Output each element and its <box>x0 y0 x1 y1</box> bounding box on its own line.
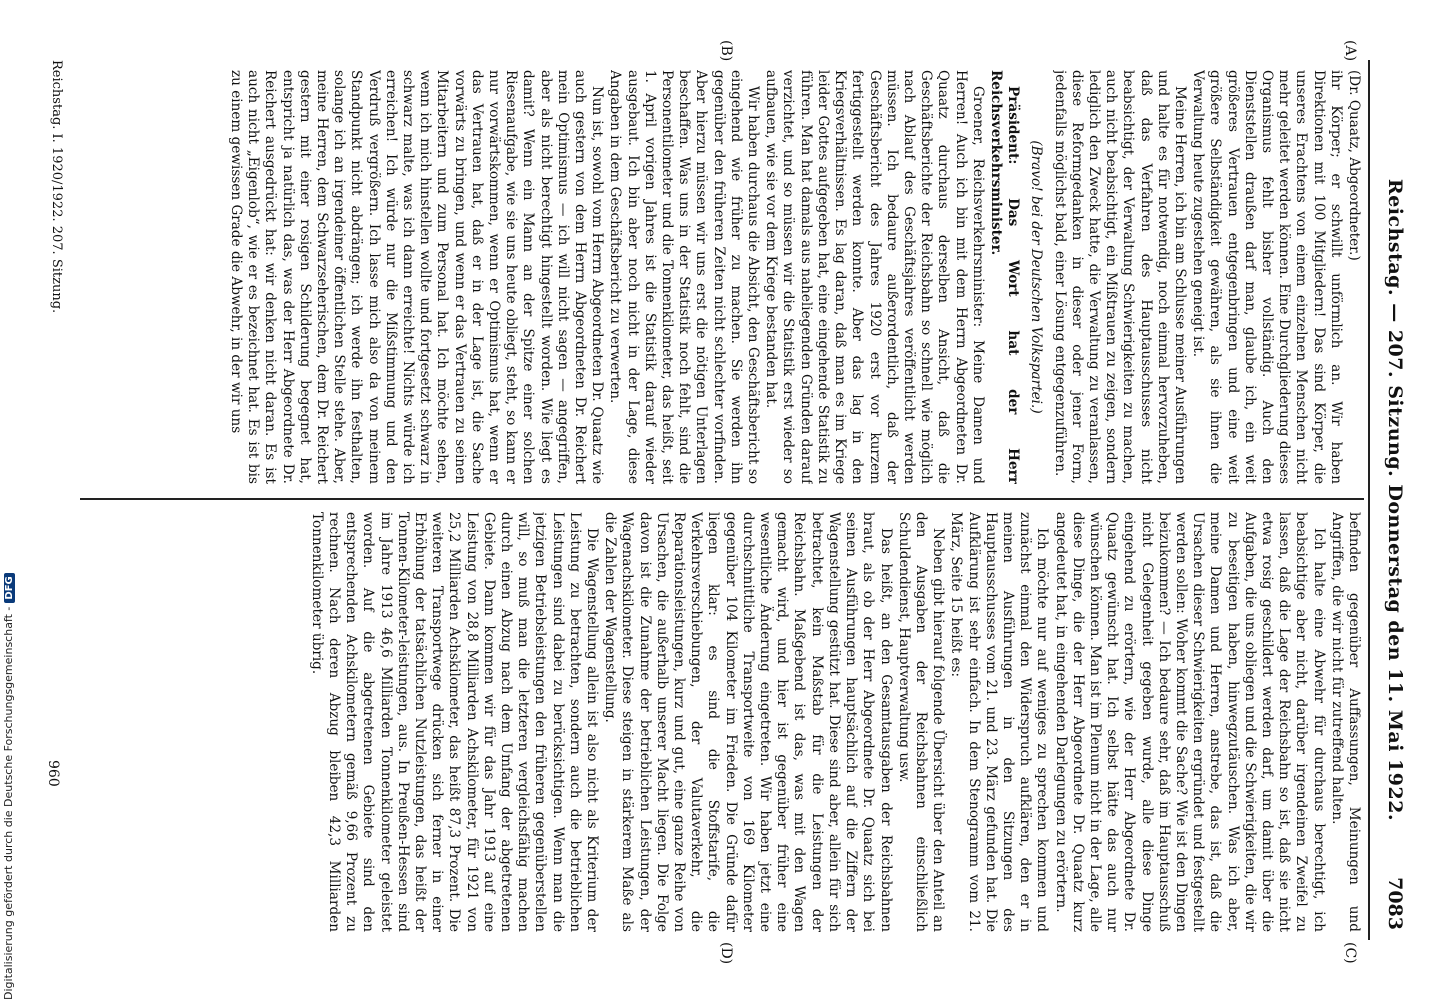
margin-mark-b: (B) <box>718 40 734 62</box>
paragraph: Groener, Reichsverkehrsminister: Meine Damen und Herren! Auch ich bin mit dem Herrn Abgeordneten Dr. Quaatz durchaus derselben Ansicht, daß die Geschäftsberichte der Reichsbahn so schnell wie möglich nach Ablauf des Geschäftsjahres veröffentlicht werden müssen. Ich bedaure außerordentlich, daß der Geschäftsbericht des Jahres 1920 erst vor kurzem fertiggestellt werden konnte. Aber das lag in den Kriegsverhältnissen. Es lag daran, daß man es im Kriege leider Gottes aufgegeben hat, eine eingehende Statistik zu führen. Man hat damals aus naheliegenden Gründen darauf verzichtet, und so müssen wir die Statistik erst wieder so aufbauen, wie sie vor dem Kriege bestanden hat. <box>763 70 986 484</box>
paragraph: Ich möchte nur auf weniges zu sprechen kommen und zunächst einmal den Widerspruch aufklären, den er in meinen Ausführungen in den Sitzungen des Hauptausschusses vom 21. und 23. März gefunden hat. Die Aufklärung ist sehr einfach. In dem Stenogramm vom 21. März, Seite 15 heißt es: <box>948 512 1051 932</box>
speaker-line: (Dr. Quaatz, Abgeordneter.) <box>1346 70 1362 261</box>
paragraph: Neben gibt hierauf folgende Übersicht über den Anteil an den Ausgaben der Reichsbahnen einschließlich Schuldendienst, Hauptverwaltung usw. <box>895 512 947 932</box>
paragraph: Nun ist, sowohl vom Herrn Abgeordneten Dr. Quaatz wie auch gestern von dem Herrn Abgeordneten Dr. Reichert mein Optimismus — ich will nicht sagen — angegriffen, aber als nicht berechtigt hingestellt worden. Wie liegt es damit? Wenn ein Mann an der Spitze einer solchen Riesenaufgabe, wie sie uns heute obliegt, steht, so kann er nur vorwärtskommen, wenn er Optimismus hat, wenn er das Vertrauen hat, daß er in der Lage ist, die Sache vorwärts zu bringen, und wenn er das Vertrauen zu seinen Mitarbeitern und zum Personal hat. Ich möchte sehen, wenn ich mich hinstellen wollte und fortgesetzt schwarz in schwarz malte, was ich dann erreichte! Nichts würde ich erreichen! Ich würde nur die Mißstimmung und den Verdruß vergrößern. Ich lasse mich also da von meinem Standpunkt nicht abdrängen; ich werde ihn festhalten, solange ich an irgendeiner öffentlichen Stelle stehe. Aber, meine Herren, dem Schwarzseherischen, dem Dr. Reichert gestern mit einer rosigen Schilderung begegnet hat, entspricht ja natürlich das, was der Herr Abgeordnete Dr. Reichert ausgedrückt hat: wir denken nicht daran. Es ist auch nicht „Eigenlob“, wie er es bezeichnet hat. Es ist bis zu einem gewissen Grade die Abwehr, in der wir uns <box>228 70 606 484</box>
paragraph: ihr Körper; er schwillt unförmlich an. Wir haben Direktionen mit 100 Mitgliedern! Das sind Körper, die unseres Erachtens von einem einzelnen Menschen nicht mehr geleitet werden können. Eine Durchgliederung dieses Organismus fehlt bisher vollständig. Auch den Dienststellen draußen darf man, glaube ich, ein weit größeres Vertrauen entgegenbringen und eine weit größere Selbständigkeit gewähren, als sie ihnen die Verwaltung heute zugestehen geneigt ist. <box>1190 70 1344 484</box>
page-header <box>1372 60 1412 940</box>
right-column <box>78 512 1362 932</box>
column-divider <box>80 498 1364 500</box>
applause-note: (Bravo! bei der Deutschen Volkspartei.) <box>1028 140 1045 414</box>
dfg-badge: DFG <box>4 573 15 602</box>
paragraph: befinden gegenüber Auffassungen, Meinungen und Angriffen, die wir nicht für zutreffend halten. <box>1328 512 1362 932</box>
footer-page-number: 960 <box>45 760 61 787</box>
margin-mark-c: (C) <box>1342 942 1358 964</box>
footer-left: Reichstag. I. 1920/1922. 207. Sitzung. <box>49 60 64 314</box>
page-title: Reichstag. — 207. Sitzung. Donnerstag den 11. Mai 1922. <box>1384 178 1406 822</box>
paragraph: Das heißt, an den Gesamtausgaben der Reichsbahnen braut, als ob der Herr Abgeordnete Dr. Quaatz sich bei seinen Ausführungen hauptsächlich auf die Ziffern der Wagenstellung gestützt hat. Diese sind aber, allein für sich betrachtet, kein Maßstab für die Leistungen der Reichsbahn. Maßgebend ist das, was mit den Wagen gemacht wird, und hier ist gegenüber früher eine wesentliche Änderung eingetreten. Wir haben jetzt eine durchschnittliche Transportweite von 169 Kilometer gegenüber 104 Kilometer im Frieden. Die Gründe dafür liegen klar: es sind die Stoffstarife, die Verkehrsverschiebungen, der Valutaverkehr, die Reparationsleistungen, kurz und gut, eine ganze Reihe von Ursachen, die außerhalb unserer Macht liegen. Die Folge davon ist die Zunahme der betrieblichen Leistungen, der Wagenachskilometer. Diese steigen in stärkerem Maße als die Zahlen der Wagenstellung. <box>602 512 894 932</box>
digitization-text: Digitalisierung gefördert durch die Deutsche Forschungsgemeinschaft - <box>2 606 15 1000</box>
left-column <box>78 70 1362 484</box>
digitization-note <box>2 573 15 1000</box>
paragraph: Ich halte eine Abwehr für durchaus berechtigt, ich beabsichtige aber nicht, darüber irgendeinen Zweifel zu lassen, daß die Lage der Reichsbahn so ist, daß sie nicht etwa rosig geschildert werden darf, um damit über die Aufgaben, die uns obliegen und die Schwierigkeiten, die wir zu beseitigen haben, hinwegzutäuschen. Was ich aber, meine Damen und Herren, anstrebe, das ist, daß die Ursachen dieser Schwierigkeiten ergründet und festgestellt werden sollen: Woher kommt die Sache? Wie ist den Dingen beizukommen? — Ich bedaure sehr, daß im Hauptausschuß nicht Gelegenheit gegeben wurde, alle diese Dinge eingehend zu erörtern, wie der Herr Abgeordnete Dr. Quaatz gewünscht hat. Ich selbst hätte das auch nur wünschen können. Man ist im Plenum nicht in der Lage, alle diese Dinge, die der Herr Abgeordnete Dr. Quaatz kurz angedeutet hat, in eingehenden Darlegungen zu erörtern. <box>1052 512 1327 932</box>
president-line: Präsident: Das Wort hat der Herr Reichsverkehrsminister. <box>987 70 1022 484</box>
margin-mark-d: (D) <box>718 942 734 965</box>
paragraph: Meine Herren, ich bin am Schlusse meiner Ausführungen und halte es für notwendig, noch einmal hervorzuheben, daß das Verfahren des Hauptausschusses nicht beabsichtigt, der Verwaltung Schwierigkeiten zu machen, auch nicht beabsichtigt, ein Mißtrauen zu zeigen, sondern lediglich den Zweck hatte, die Verwaltung zu veranlassen, diese Reformgedanken in dieser oder jener Form, jedenfalls möglichst bald, einer Lösung entgegenzuführen. <box>1051 70 1188 484</box>
header-rule <box>1369 60 1371 940</box>
paragraph: Wir haben durchaus die Absicht, den Geschäftsbericht so eingehend wie früher zu machen. Sie werden ihn gegenüber den früheren Zeiten nicht schlechter vorfinden. Aber hierzu müssen wir uns erst die nötigen Unterlagen beschaffen. Was uns in der Statistik noch fehlt, sind die Personentilometer und die Tonnenkilometer, das heißt, seit 1. April vorigen Jahres ist die Statistik darauf wieder ausgebaut. Ich bin aber noch nicht in der Lage, diese Angaben in dem Geschäftsbericht zu verwerten. <box>607 70 762 484</box>
paragraph: Die Wagenstellung allein ist also nicht als Kriterium der Leistung zu betrachten, sondern auch die betrieblichen Leistungen sind dabei zu berücksichtigen. Wenn man die jetzigen Betriebsleistungen den früheren gegenüberstellen will, so muß man die letzteren vergleichsfähig machen durch einen Abzug nach dem Umfang der abgetretenen Gebiete. Dann kommen wir für das Jahr 1913 auf eine Leistung von 28,8 Milliarden Achskilometer, für 1921 von 25,2 Milliarden Achskilometer, das heißt 87,3 Prozent. Die weiteren Transportwege drücken sich ferner in einer Erhöhung der tatsächlichen Nutzleistungen, das heißt der Tonnen-Kilometer-leistungen, aus. In Preußen-Hessen sind im Jahre 1913 46,6 Milliarden Tonnenkilometer geleistet worden. Auf die abgetretenen Gebiete sind den entsprechenden Achskilometern gemäß 9,66 Prozent zu rechnen. Nach deren Abzug bleiben 42,3 Milliarden Tonnenkilometer übrig. <box>308 512 601 932</box>
page-number: 7083 <box>1384 877 1406 930</box>
margin-mark-a: (A) <box>1342 40 1358 62</box>
